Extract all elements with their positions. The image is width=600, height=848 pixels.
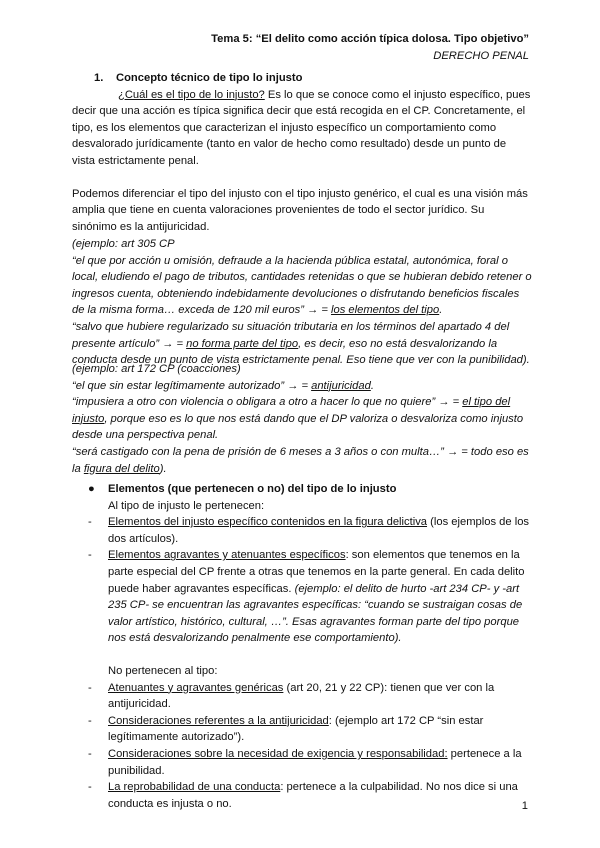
list-item-term: Elementos agravantes y atenuantes específicos	[108, 549, 346, 562]
list-item-text: pertenece a la punibilidad.	[108, 747, 522, 777]
not-belong-list	[72, 680, 532, 813]
list-item	[72, 713, 532, 746]
list-item-term: La reprobabilidad de una conducta	[108, 781, 281, 794]
list-item-term: Consideraciones referentes a la antijuricidad	[108, 714, 329, 727]
elements-intro-2: No pertenecen al tipo:	[108, 664, 218, 677]
example-2-quote-2-end: , porque eso es lo que nos está dando que el DP valoriza o desvaloriza como injusto desde una perspectiva penal.	[72, 412, 524, 442]
list-item-text: (los ejemplos de los dos artículos).	[108, 516, 530, 545]
example-2-quote-3-text: “será castigado con la pena de prisión de 6 meses a 3 años o con multa…” → = todo eso es la	[72, 445, 529, 475]
section-paragraph-1-text: Es lo que se conoce como el injusto específico, pues decir que una acción es típica significa decir que está recogida en el CP. Concretamente, el tipo, es los elementos que caracterizan el injusto específico un comportamiento como desvalorado jurídicamente (tanto en valor de hecho como resultado) desde un punto de vista estrictamente penal.	[72, 88, 531, 167]
list-item	[72, 547, 532, 647]
list-item-text: (art 20, 21 y 22 CP): tienen que ver con la antijuricidad.	[108, 681, 495, 711]
example-1-quote-1	[72, 253, 532, 319]
list-item	[72, 680, 532, 713]
page-number: 1	[521, 800, 528, 812]
example-2-quote-3-underlined: figura del delito	[83, 462, 160, 475]
example-2-quote-2-underlined: el tipo del injusto	[72, 396, 511, 425]
dash-icon: -	[88, 549, 92, 562]
list-item	[72, 514, 532, 547]
section-1	[72, 70, 532, 235]
example-art-172	[72, 361, 532, 477]
example-1-quote-1-text: “el que por acción u omisión, defraude a la hacienda pública estatal, autonómica, foral o local, eludiendo el pago de tributos, cantidades retenidas o que se hubieran debido retener o ingresos cuenta, obteniendo indebidamente devoluciones o disfrutando beneficios fiscales de la misma forma… exceda de 120 mil euros” → =	[72, 254, 532, 317]
list-item-term: Elementos del injusto específico contenidos en la figura delictiva	[108, 516, 428, 529]
example-2-quote-1-text: “el que sin estar legítimamente autorizado” → =	[72, 379, 312, 392]
example-1-quote-1-end: .	[439, 304, 443, 317]
list-item-term: Consideraciones sobre la necesidad de exigencia y responsabilidad:	[108, 747, 448, 760]
elements-title: Elementos (que pertenecen o no) del tipo de lo injusto	[108, 483, 397, 495]
dash-icon: -	[88, 781, 92, 794]
example-2-quote-2-text: “impusiera a otro con violencia o obligara a otro a hacer lo que no quiere” → =	[72, 396, 463, 409]
example-1-heading: (ejemplo: art 305 CP	[72, 238, 175, 250]
example-1-quote-2-end: , es decir, eso no está desvalorizando la conducta desde un punto de vista estrictamente penal. Eso tiene que ver con la punibilidad).	[72, 337, 530, 367]
section-paragraph-1	[72, 87, 532, 170]
example-2-quote-3	[72, 444, 532, 477]
list-item	[72, 746, 532, 779]
example-art-305	[72, 236, 532, 369]
example-2-quote-1-underlined: antijuricidad	[311, 379, 371, 392]
list-item-text: : son elementos que tenemos en la parte especial del CP frente a otras que tenemos en la parte general. En cada delito puede haber agravantes específicas.	[108, 549, 525, 595]
dash-icon: -	[88, 516, 92, 529]
list-item	[72, 779, 532, 812]
elements-intro: Al tipo de injusto le pertenecen:	[108, 499, 265, 512]
list-item-text: : pertenece a la culpabilidad. No nos dice si una conducta es injusta o no.	[108, 781, 518, 810]
belong-list	[72, 514, 532, 647]
dash-icon: -	[88, 747, 92, 760]
dash-icon: -	[88, 714, 92, 727]
bullet-icon: ●	[88, 483, 95, 495]
section-number: 1.	[94, 72, 104, 84]
elements-section	[72, 481, 532, 812]
section-question: ¿Cuál es el tipo de lo injusto?	[118, 88, 265, 101]
example-2-quote-1	[72, 378, 532, 395]
document-subtitle: DERECHO PENAL	[433, 50, 529, 62]
example-2-quote-3-end: ).	[159, 462, 167, 475]
example-2-quote-1-end: .	[370, 379, 374, 392]
section-paragraph-2: Podemos diferenciar el tipo del injusto con el tipo injusto genérico, el cual es una visión más amplia que tiene en cuenta valoraciones provenientes de todo el sector jurídico. Su sinónimo es la antijuricidad.	[72, 187, 528, 233]
example-2-quote-2	[72, 394, 532, 444]
list-item-text: : (ejemplo art 172 CP “sin estar legítimamente autorizado”).	[108, 714, 484, 744]
section-heading	[72, 70, 532, 87]
example-1-quote-2-text: “salvo que hubiere regularizado su situación tributaria en los términos del apartado 4 del presente artículo” → =	[72, 320, 510, 350]
list-item-term: Atenuantes y agravantes genéricas	[108, 681, 284, 694]
example-2-heading: (ejemplo: art 172 CP (coacciones)	[72, 363, 241, 375]
example-1-quote-1-underlined: los elementos del tipo	[330, 304, 440, 317]
example-1-quote-2-underlined: no forma parte del tipo	[186, 337, 299, 350]
list-item-example: (ejemplo: el delito de hurto -art 234 CP- y -art 235 CP- se encuentran las agravantes específicas: “cuando se sustraigan cosas de valor artístico, histórico, cultural, …”. Esas agravantes forman parte del tipo porque nos está desvalorizando penalmente ese comportamiento).	[108, 582, 523, 645]
dash-icon: -	[88, 681, 92, 694]
elements-heading	[72, 481, 532, 498]
document-title: Tema 5: “El delito como acción típica dolosa. Tipo objetivo”	[211, 33, 529, 45]
section-title: Concepto técnico de tipo lo injusto	[116, 72, 303, 84]
